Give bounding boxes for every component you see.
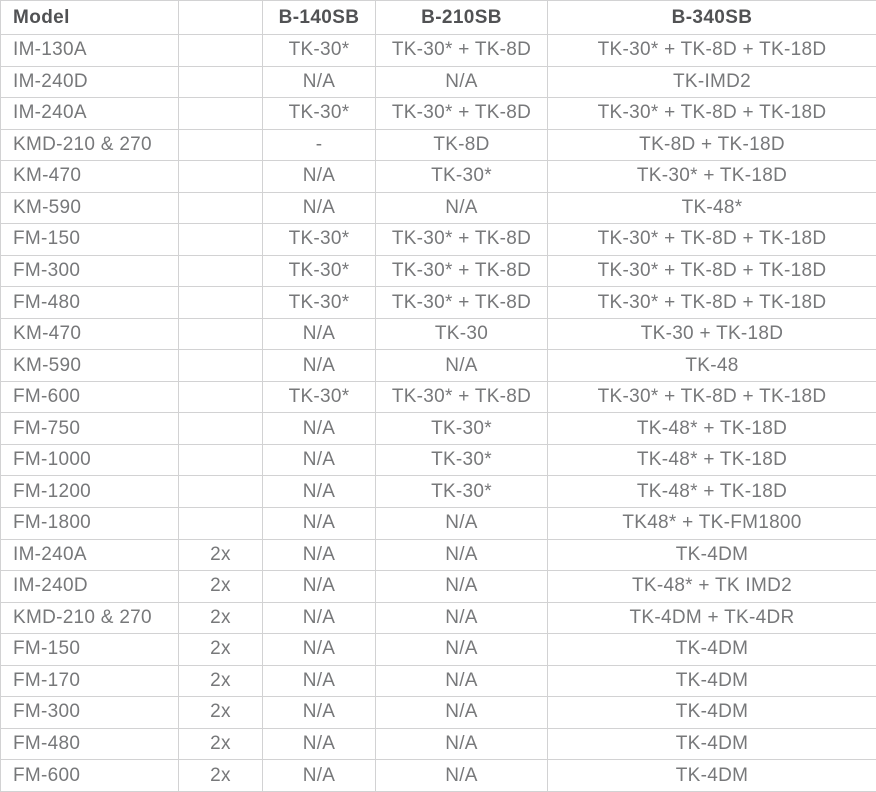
cell-b140sb: TK-30*	[263, 255, 376, 287]
cell-model: FM-300	[1, 255, 179, 287]
cell-qty	[179, 476, 263, 508]
table-row	[1, 255, 876, 287]
cell-model: IM-240A	[1, 98, 179, 130]
cell-qty: 2x	[179, 760, 263, 792]
cell-b340sb: TK-4DM	[548, 665, 876, 697]
cell-b140sb: N/A	[263, 507, 376, 539]
cell-model: FM-300	[1, 697, 179, 729]
column-header-model: Model	[1, 1, 179, 35]
cell-b340sb: TK-48*	[548, 192, 876, 224]
cell-qty: 2x	[179, 539, 263, 571]
cell-b210sb: TK-30*	[376, 444, 548, 476]
cell-b210sb: N/A	[376, 571, 548, 603]
cell-b140sb: N/A	[263, 318, 376, 350]
cell-b340sb: TK-48* + TK-18D	[548, 413, 876, 445]
cell-model: IM-240D	[1, 571, 179, 603]
cell-b140sb: N/A	[263, 697, 376, 729]
cell-b210sb: N/A	[376, 192, 548, 224]
cell-b340sb: TK-IMD2	[548, 66, 876, 98]
cell-qty	[179, 350, 263, 382]
cell-b210sb: TK-30	[376, 318, 548, 350]
cell-b140sb: TK-30*	[263, 35, 376, 67]
cell-b210sb: N/A	[376, 602, 548, 634]
cell-qty	[179, 129, 263, 161]
cell-model: FM-150	[1, 224, 179, 256]
cell-b340sb: TK-48	[548, 350, 876, 382]
table-row	[1, 129, 876, 161]
table-row	[1, 35, 876, 67]
cell-qty	[179, 66, 263, 98]
cell-b340sb: TK-30* + TK-8D + TK-18D	[548, 255, 876, 287]
table-body	[1, 35, 876, 792]
cell-b210sb: TK-30* + TK-8D	[376, 287, 548, 319]
cell-qty	[179, 381, 263, 413]
cell-b140sb: TK-30*	[263, 98, 376, 130]
cell-qty	[179, 35, 263, 67]
cell-b140sb: N/A	[263, 602, 376, 634]
cell-b340sb: TK-4DM	[548, 697, 876, 729]
cell-b210sb: N/A	[376, 634, 548, 666]
cell-model: IM-240A	[1, 539, 179, 571]
cell-b340sb: TK-4DM	[548, 728, 876, 760]
table-row	[1, 413, 876, 445]
table-row	[1, 571, 876, 603]
column-header-b140sb: B-140SB	[263, 1, 376, 35]
cell-qty	[179, 98, 263, 130]
header-row	[1, 1, 876, 35]
table-row	[1, 318, 876, 350]
cell-model: FM-480	[1, 287, 179, 319]
cell-b340sb: TK-30* + TK-8D + TK-18D	[548, 224, 876, 256]
cell-b210sb: TK-30*	[376, 413, 548, 445]
cell-qty	[179, 255, 263, 287]
cell-qty	[179, 318, 263, 350]
cell-b340sb: TK-30* + TK-8D + TK-18D	[548, 98, 876, 130]
cell-b340sb: TK-4DM	[548, 760, 876, 792]
cell-b340sb: TK-4DM	[548, 634, 876, 666]
cell-model: FM-750	[1, 413, 179, 445]
cell-b140sb: TK-30*	[263, 287, 376, 319]
column-header-b210sb: B-210SB	[376, 1, 548, 35]
cell-b340sb: TK48* + TK-FM1800	[548, 507, 876, 539]
cell-b340sb: TK-48* + TK IMD2	[548, 571, 876, 603]
cell-qty: 2x	[179, 697, 263, 729]
cell-model: FM-150	[1, 634, 179, 666]
cell-qty	[179, 413, 263, 445]
table-row	[1, 224, 876, 256]
table-row	[1, 350, 876, 382]
cell-model: FM-1800	[1, 507, 179, 539]
table-row	[1, 507, 876, 539]
cell-b340sb: TK-30* + TK-18D	[548, 161, 876, 193]
cell-b210sb: TK-30* + TK-8D	[376, 255, 548, 287]
cell-model: FM-1200	[1, 476, 179, 508]
cell-model: KM-590	[1, 350, 179, 382]
cell-b140sb: N/A	[263, 634, 376, 666]
cell-b140sb: N/A	[263, 476, 376, 508]
table-row	[1, 665, 876, 697]
cell-b140sb: N/A	[263, 760, 376, 792]
cell-b140sb: TK-30*	[263, 224, 376, 256]
cell-model: KMD-210 & 270	[1, 129, 179, 161]
cell-b140sb: N/A	[263, 161, 376, 193]
cell-b210sb: TK-30*	[376, 476, 548, 508]
cell-qty: 2x	[179, 665, 263, 697]
cell-b210sb: N/A	[376, 350, 548, 382]
cell-b340sb: TK-8D + TK-18D	[548, 129, 876, 161]
column-header-b340sb: B-340SB	[548, 1, 876, 35]
cell-b210sb: N/A	[376, 760, 548, 792]
cell-b210sb: TK-8D	[376, 129, 548, 161]
cell-b140sb: N/A	[263, 350, 376, 382]
cell-b140sb: N/A	[263, 192, 376, 224]
cell-qty	[179, 287, 263, 319]
cell-b340sb: TK-30* + TK-8D + TK-18D	[548, 381, 876, 413]
cell-qty	[179, 224, 263, 256]
cell-b140sb: N/A	[263, 728, 376, 760]
cell-b340sb: TK-48* + TK-18D	[548, 444, 876, 476]
cell-model: FM-170	[1, 665, 179, 697]
cell-b140sb: N/A	[263, 665, 376, 697]
table-row	[1, 634, 876, 666]
cell-qty	[179, 161, 263, 193]
cell-b140sb: TK-30*	[263, 381, 376, 413]
cell-b210sb: TK-30* + TK-8D	[376, 98, 548, 130]
table-row	[1, 444, 876, 476]
cell-b210sb: N/A	[376, 66, 548, 98]
cell-qty: 2x	[179, 571, 263, 603]
cell-b340sb: TK-30 + TK-18D	[548, 318, 876, 350]
cell-model: KM-470	[1, 161, 179, 193]
cell-model: FM-1000	[1, 444, 179, 476]
cell-b140sb: N/A	[263, 444, 376, 476]
cell-qty: 2x	[179, 602, 263, 634]
table-row	[1, 287, 876, 319]
cell-model: FM-480	[1, 728, 179, 760]
cell-b340sb: TK-30* + TK-8D + TK-18D	[548, 287, 876, 319]
table-row	[1, 539, 876, 571]
cell-b140sb: N/A	[263, 413, 376, 445]
table-row	[1, 760, 876, 792]
cell-b140sb: -	[263, 129, 376, 161]
cell-b210sb: TK-30*	[376, 161, 548, 193]
table-row	[1, 476, 876, 508]
cell-b210sb: N/A	[376, 728, 548, 760]
cell-model: KMD-210 & 270	[1, 602, 179, 634]
cell-b210sb: N/A	[376, 665, 548, 697]
table-row	[1, 381, 876, 413]
cell-b340sb: TK-48* + TK-18D	[548, 476, 876, 508]
cell-b210sb: N/A	[376, 697, 548, 729]
cell-qty	[179, 444, 263, 476]
cell-b210sb: TK-30* + TK-8D	[376, 381, 548, 413]
table-row	[1, 66, 876, 98]
table-row	[1, 602, 876, 634]
cell-b340sb: TK-4DM + TK-4DR	[548, 602, 876, 634]
cell-model: IM-240D	[1, 66, 179, 98]
cell-b210sb: TK-30* + TK-8D	[376, 224, 548, 256]
table-row	[1, 161, 876, 193]
cell-qty: 2x	[179, 634, 263, 666]
cell-b340sb: TK-30* + TK-8D + TK-18D	[548, 35, 876, 67]
column-header-qty	[179, 1, 263, 35]
cell-model: IM-130A	[1, 35, 179, 67]
cell-model: FM-600	[1, 760, 179, 792]
cell-b140sb: N/A	[263, 571, 376, 603]
cell-b210sb: N/A	[376, 539, 548, 571]
cell-b140sb: N/A	[263, 539, 376, 571]
cell-b140sb: N/A	[263, 66, 376, 98]
cell-qty	[179, 192, 263, 224]
cell-qty	[179, 507, 263, 539]
cell-b340sb: TK-4DM	[548, 539, 876, 571]
cell-model: FM-600	[1, 381, 179, 413]
table-row	[1, 728, 876, 760]
cell-model: KM-470	[1, 318, 179, 350]
table-row	[1, 697, 876, 729]
cell-b210sb: TK-30* + TK-8D	[376, 35, 548, 67]
cell-qty: 2x	[179, 728, 263, 760]
cell-b210sb: N/A	[376, 507, 548, 539]
cell-model: KM-590	[1, 192, 179, 224]
table-row	[1, 192, 876, 224]
table-row	[1, 98, 876, 130]
